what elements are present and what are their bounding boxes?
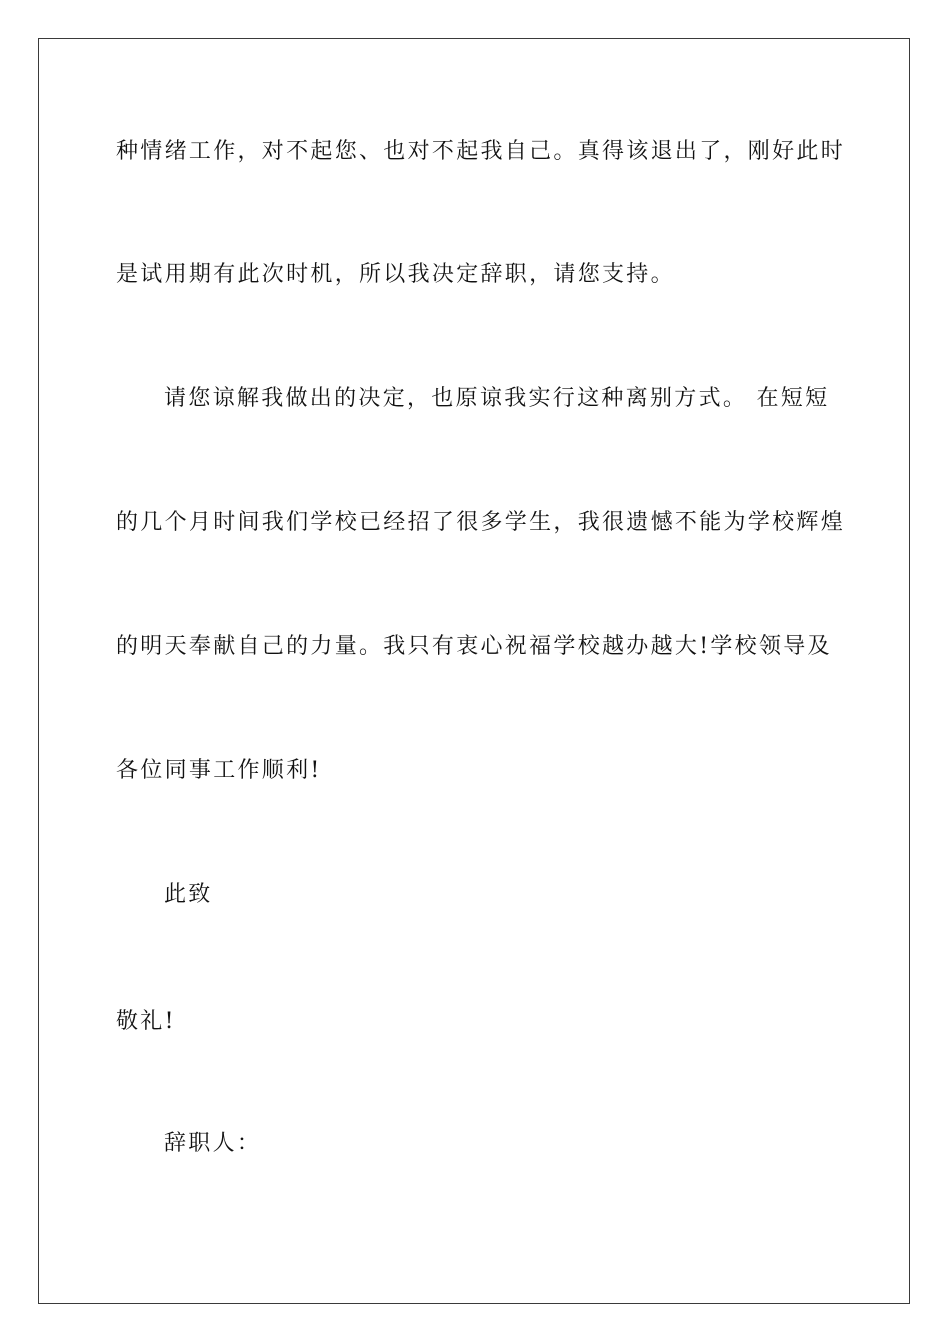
body-text-line: 种情绪工作，对不起您、也对不起我自己。真得该退出了，刚好此时 <box>116 139 846 164</box>
signature-label: 辞职人： <box>164 1131 262 1156</box>
closing-regards: 敬礼! <box>116 1009 176 1034</box>
body-text-line: 各位同事工作顺利! <box>116 758 322 783</box>
body-text-line: 的明天奉献自己的力量。我只有衷心祝福学校越办越大!学校领导及 <box>116 634 832 659</box>
body-text-line: 是试用期有此次时机，所以我决定辞职，请您支持。 <box>116 262 675 287</box>
closing-salutation: 此致 <box>164 882 213 907</box>
page-border <box>38 38 910 1304</box>
paragraph-start-line: 请您谅解我做出的决定，也原谅我实行这种离别方式。 在短短 <box>164 386 830 411</box>
body-text-line: 的几个月时间我们学校已经招了很多学生，我很遗憾不能为学校辉煌 <box>116 510 846 535</box>
